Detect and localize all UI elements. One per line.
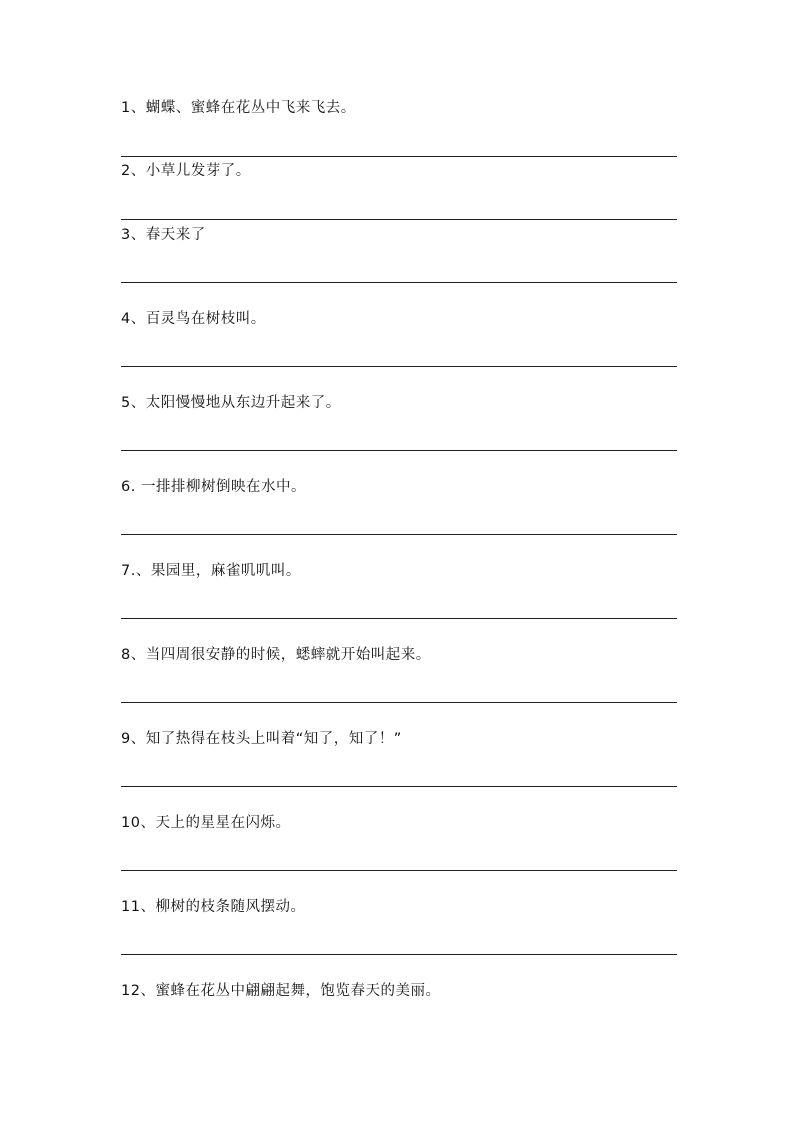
sentence-7: 7.、果园里，麻雀叽叽叫。 (121, 563, 301, 579)
answer-line-4[interactable] (121, 366, 677, 367)
sentence-10: 10、天上的星星在闪烁。 (121, 815, 291, 831)
sentence-12: 12、蜜蜂在花丛中翩翩起舞，饱览春天的美丽。 (121, 983, 441, 999)
sentence-6: 6. 一排排柳树倒映在水中。 (121, 479, 306, 495)
sentence-2: 2、小草儿发芽了。 (121, 163, 251, 179)
answer-line-10[interactable] (121, 870, 677, 871)
sentence-4: 4、百灵鸟在树枝叫。 (121, 311, 266, 327)
answer-line-3[interactable] (121, 282, 677, 283)
answer-line-11[interactable] (121, 954, 677, 955)
sentence-5: 5、太阳慢慢地从东边升起来了。 (121, 395, 341, 411)
answer-line-6[interactable] (121, 534, 677, 535)
answer-line-7[interactable] (121, 618, 677, 619)
answer-line-2[interactable] (121, 219, 677, 220)
sentence-9: 9、知了热得在枝头上叫着“知了，知了！” (121, 731, 402, 747)
sentence-11: 11、柳树的枝条随风摆动。 (121, 899, 306, 915)
answer-line-5[interactable] (121, 450, 677, 451)
answer-line-8[interactable] (121, 702, 677, 703)
answer-line-1[interactable] (121, 156, 677, 157)
sentence-1: 1、蝴蝶、蜜蜂在花丛中飞来飞去。 (121, 100, 356, 116)
sentence-8: 8、当四周很安静的时候，蟋蟀就开始叫起来。 (121, 647, 431, 663)
answer-line-9[interactable] (121, 786, 677, 787)
sentence-3: 3、春天来了 (121, 227, 206, 243)
